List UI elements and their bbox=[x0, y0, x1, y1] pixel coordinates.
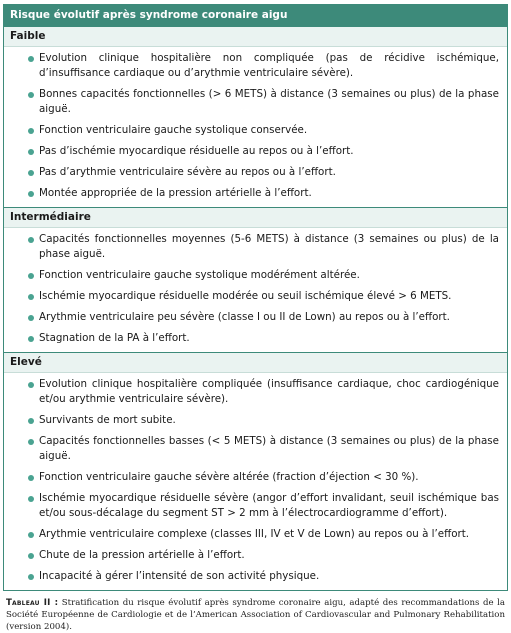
section-faible bbox=[4, 26, 507, 207]
item-text: Stagnation de la PA à l’effort. bbox=[39, 332, 190, 344]
bullet-icon bbox=[28, 418, 34, 424]
bullet-icon bbox=[28, 315, 34, 321]
list-item bbox=[28, 123, 499, 138]
item-text: Ischémie myocardique résiduelle sévère (angor d’effort invalidant, seuil ischémique bas et/ou sous-décalage du segment ST > 2 mm à l’électrocardiogramme d’effort). bbox=[39, 492, 499, 519]
section-title: Faible bbox=[4, 27, 507, 47]
risk-table bbox=[3, 4, 508, 591]
item-text: Fonction ventriculaire gauche systolique modérément altérée. bbox=[39, 269, 360, 281]
bullet-icon bbox=[28, 191, 34, 197]
section-items bbox=[4, 373, 507, 590]
list-item bbox=[28, 434, 499, 464]
section-items bbox=[4, 228, 507, 352]
list-item bbox=[28, 310, 499, 325]
item-text: Fonction ventriculaire gauche systolique conservée. bbox=[39, 124, 308, 136]
list-item bbox=[28, 491, 499, 521]
bullet-icon bbox=[28, 149, 34, 155]
section-title: Elevé bbox=[4, 353, 507, 373]
item-text: Pas d’ischémie myocardique résiduelle au repos ou à l’effort. bbox=[39, 145, 354, 157]
bullet-icon bbox=[28, 439, 34, 445]
item-text: Evolution clinique hospitalière compliquée (insuffisance cardiaque, choc cardiogénique et/ou arythmie ventriculaire sévère). bbox=[39, 378, 499, 405]
list-item bbox=[28, 548, 499, 563]
table-title: Risque évolutif après syndrome coronaire aigu bbox=[4, 5, 507, 26]
item-text: Arythmie ventriculaire peu sévère (classe I ou II de Lown) au repos ou à l’effort. bbox=[39, 311, 450, 323]
item-text: Capacités fonctionnelles basses (< 5 METS) à distance (3 semaines ou plus) de la phase aiguë. bbox=[39, 435, 499, 462]
caption-label: Tableau II : bbox=[6, 598, 59, 608]
section-intermediaire bbox=[4, 207, 507, 352]
item-text: Incapacité à gérer l’intensité de son activité physique. bbox=[39, 570, 320, 582]
item-text: Capacités fonctionnelles moyennes (5-6 METS) à distance (3 semaines ou plus) de la phase aiguë. bbox=[39, 233, 499, 260]
bullet-icon bbox=[28, 475, 34, 481]
bullet-icon bbox=[28, 56, 34, 62]
list-item bbox=[28, 377, 499, 407]
bullet-icon bbox=[28, 128, 34, 134]
section-title: Intermédiaire bbox=[4, 208, 507, 228]
list-item bbox=[28, 527, 499, 542]
item-text: Evolution clinique hospitalière non compliquée (pas de récidive ischémique, d’insuffisance cardiaque ou d’arythmie ventriculaire sévère). bbox=[39, 52, 499, 79]
item-text: Survivants de mort subite. bbox=[39, 414, 176, 426]
item-text: Chute de la pression artérielle à l’effort. bbox=[39, 549, 245, 561]
bullet-icon bbox=[28, 336, 34, 342]
list-item bbox=[28, 144, 499, 159]
section-items bbox=[4, 47, 507, 207]
list-item bbox=[28, 268, 499, 283]
list-item bbox=[28, 331, 499, 346]
bullet-icon bbox=[28, 273, 34, 279]
list-item bbox=[28, 470, 499, 485]
bullet-icon bbox=[28, 553, 34, 559]
bullet-icon bbox=[28, 92, 34, 98]
item-text: Pas d’arythmie ventriculaire sévère au repos ou à l’effort. bbox=[39, 166, 336, 178]
table-caption bbox=[3, 597, 508, 633]
item-text: Fonction ventriculaire gauche sévère altérée (fraction d’éjection < 30 %). bbox=[39, 471, 419, 483]
item-text: Ischémie myocardique résiduelle modérée ou seuil ischémique élevé > 6 METS. bbox=[39, 290, 452, 302]
bullet-icon bbox=[28, 237, 34, 243]
list-item bbox=[28, 51, 499, 81]
bullet-icon bbox=[28, 574, 34, 580]
section-eleve bbox=[4, 352, 507, 590]
list-item bbox=[28, 569, 499, 584]
bullet-icon bbox=[28, 496, 34, 502]
list-item bbox=[28, 165, 499, 180]
bullet-icon bbox=[28, 532, 34, 538]
bullet-icon bbox=[28, 294, 34, 300]
list-item bbox=[28, 413, 499, 428]
list-item bbox=[28, 87, 499, 117]
item-text: Bonnes capacités fonctionnelles (> 6 METS) à distance (3 semaines ou plus) de la phase aiguë. bbox=[39, 88, 499, 115]
bullet-icon bbox=[28, 382, 34, 388]
list-item bbox=[28, 186, 499, 201]
bullet-icon bbox=[28, 170, 34, 176]
item-text: Arythmie ventriculaire complexe (classes III, IV et V de Lown) au repos ou à l’effort. bbox=[39, 528, 470, 540]
list-item bbox=[28, 289, 499, 304]
caption-text: Stratification du risque évolutif après syndrome coronaire aigu, adapté des recommandations de la Société Européenne de Cardiologie et de l’American Association of Cardiovascular and Pulmonary Rehabilitation (version 2004). bbox=[6, 598, 505, 632]
list-item bbox=[28, 232, 499, 262]
item-text: Montée appropriée de la pression artérielle à l’effort. bbox=[39, 187, 312, 199]
